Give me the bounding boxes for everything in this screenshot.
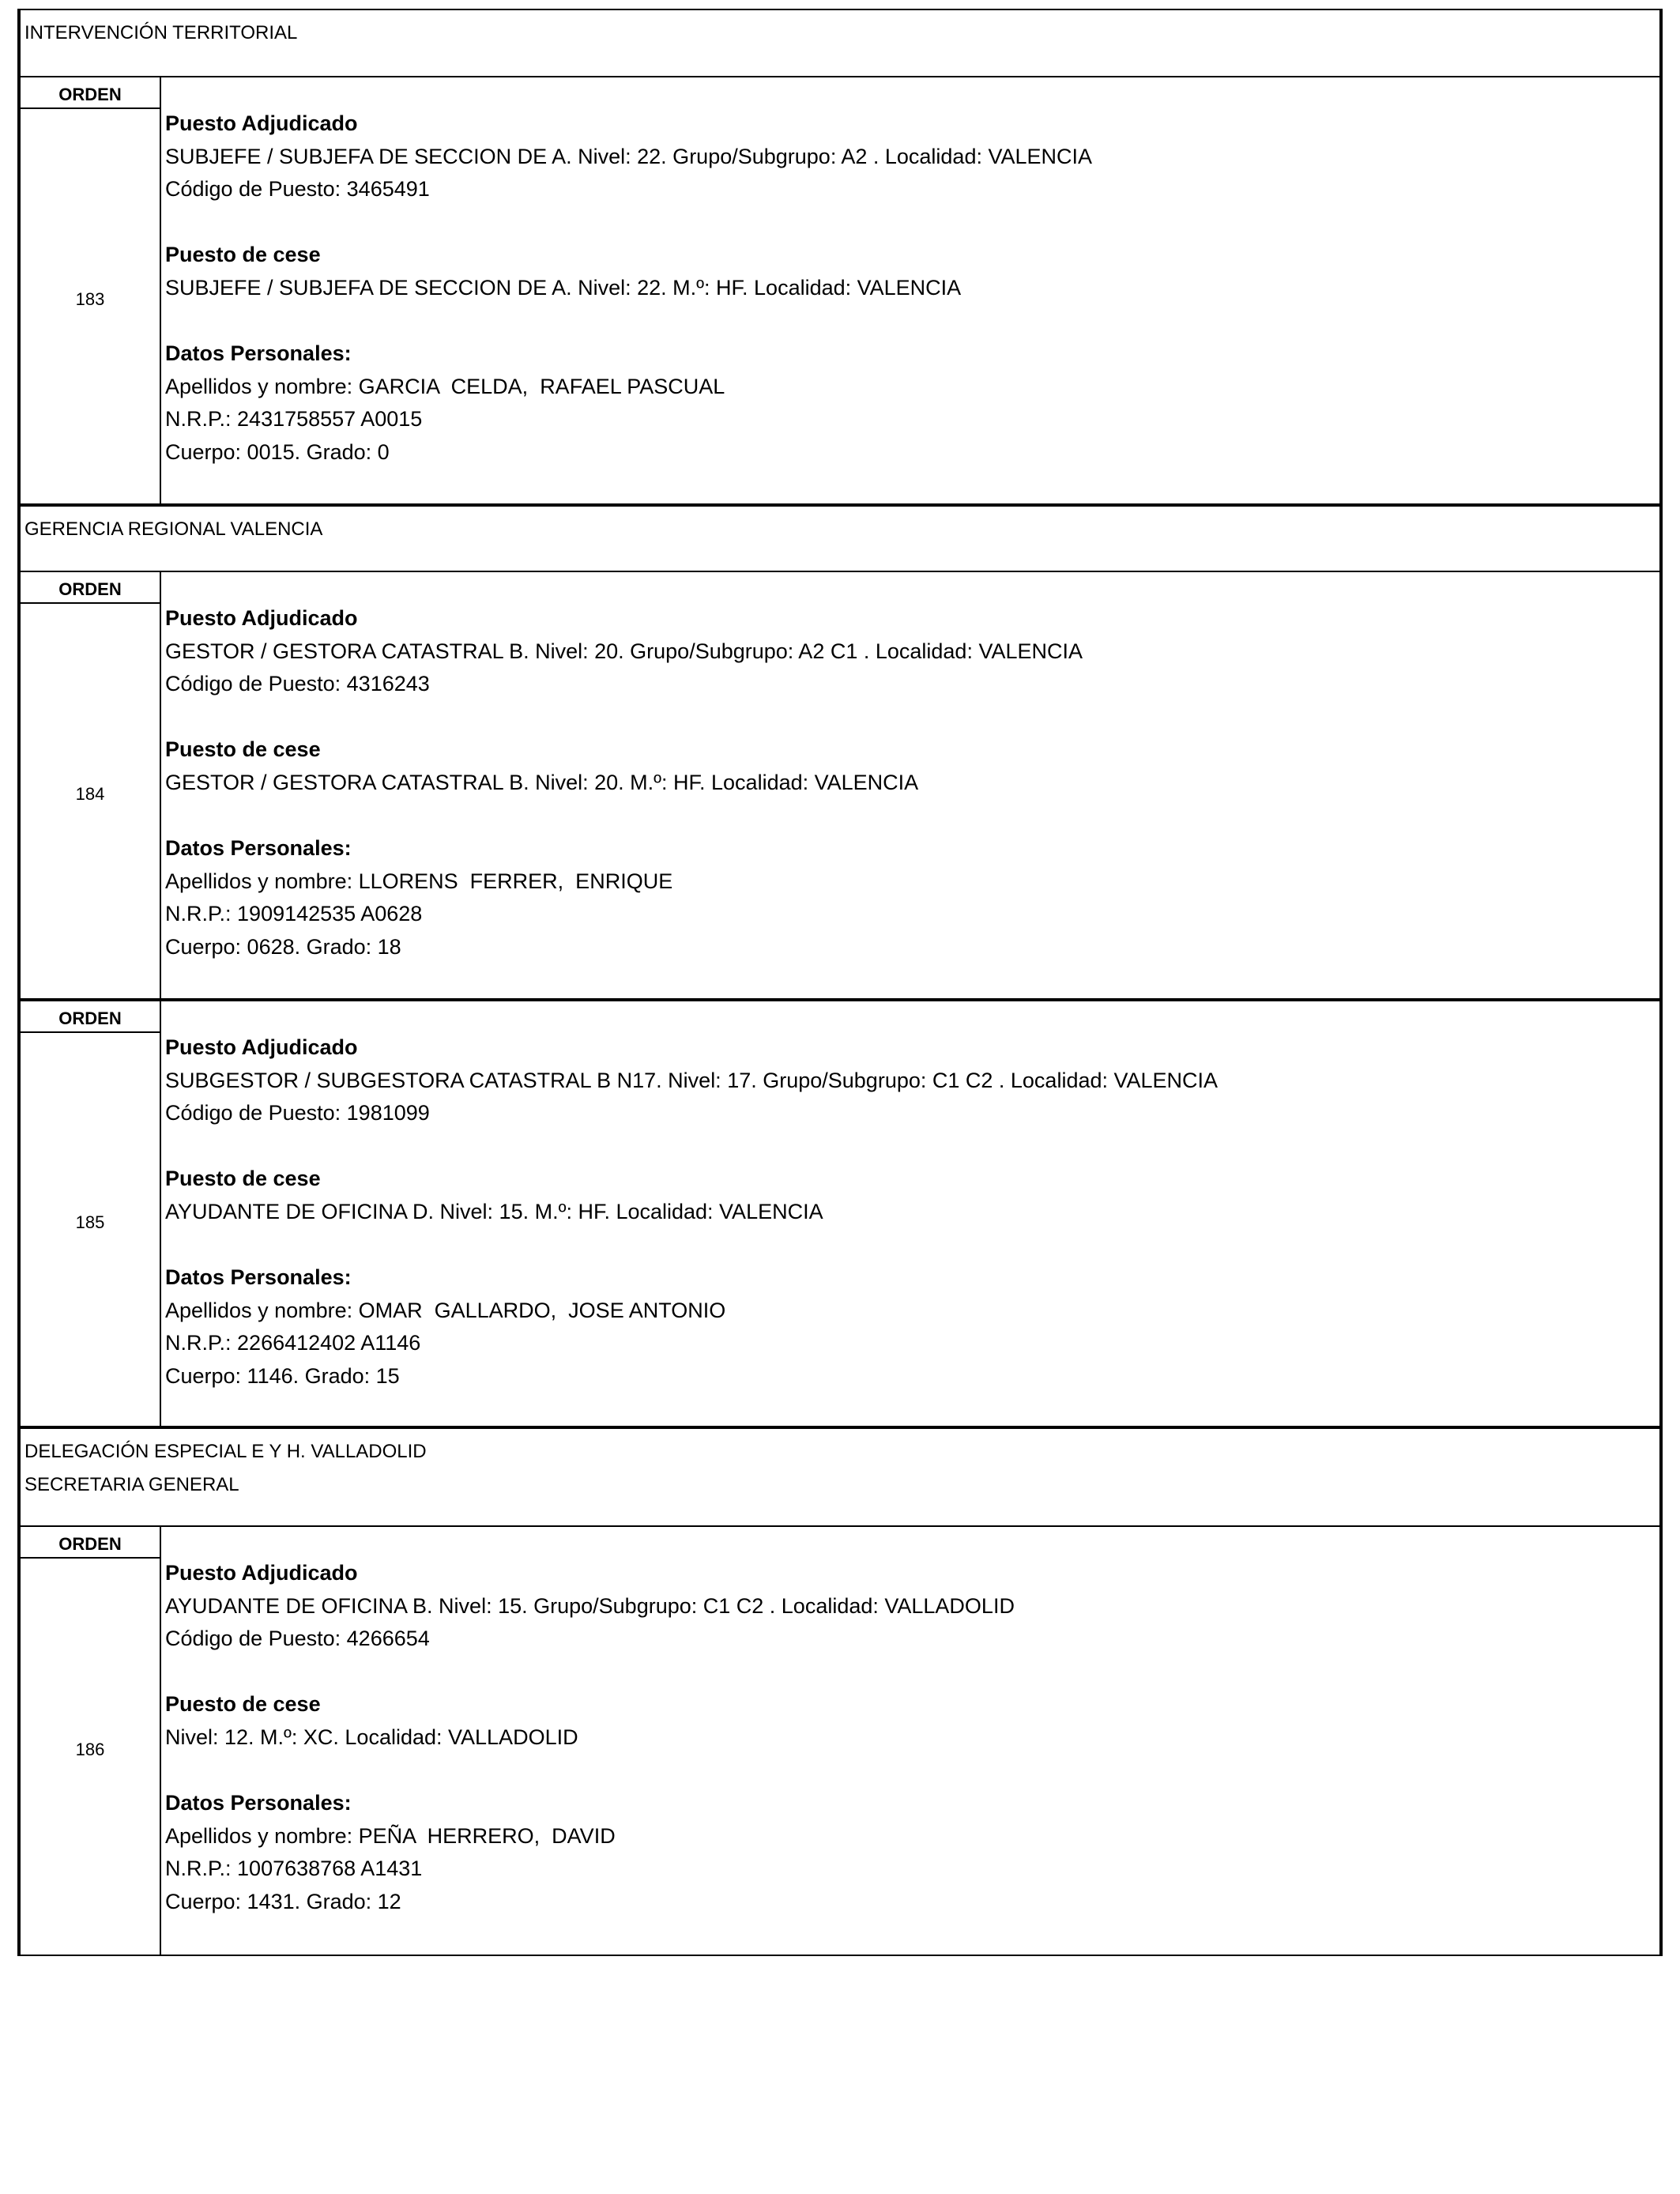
cuerpo-grado: Cuerpo: 1146. Grado: 15 [165, 1363, 400, 1388]
cese-title: Puesto de cese [165, 1692, 321, 1717]
cese-description: SUBJEFE / SUBJEFA DE SECCION DE A. Nivel: 22. M.º: HF. Localidad: VALENCIA [165, 275, 962, 300]
datos-title: Datos Personales: [165, 1791, 352, 1815]
apellidos-nombre: Apellidos y nombre: GARCIA CELDA, RAFAEL PASCUAL [165, 374, 725, 398]
section-subtitle: SECRETARIA GENERAL [24, 1474, 239, 1495]
adjudicado-title: Puesto Adjudicado [165, 1035, 358, 1059]
adjudicado-description: GESTOR / GESTORA CATASTRAL B. Nivel: 20. Grupo/Subgrupo: A2 C1 . Localidad: VALENCIA [165, 639, 1083, 663]
cuerpo-grado: Cuerpo: 0015. Grado: 0 [165, 439, 390, 464]
orden-label: ORDEN [21, 1527, 160, 1559]
nrp: N.R.P.: 2431758557 A0015 [165, 407, 423, 432]
orden-column [21, 1001, 161, 1426]
cese-description: GESTOR / GESTORA CATASTRAL B. Nivel: 20. M.º: HF. Localidad: VALENCIA [165, 770, 919, 794]
cese-description: Nivel: 12. M.º: XC. Localidad: VALLADOLID [165, 1725, 578, 1749]
datos-title: Datos Personales: [165, 1265, 352, 1290]
adjudicado-title: Puesto Adjudicado [165, 1561, 358, 1585]
cuerpo-grado: Cuerpo: 0628. Grado: 18 [165, 934, 401, 959]
cese-title: Puesto de cese [165, 737, 321, 762]
adjudicado-title: Puesto Adjudicado [165, 111, 358, 135]
orden-column [21, 1527, 161, 1955]
orden-number: 184 [75, 783, 105, 804]
cese-title: Puesto de cese [165, 1167, 321, 1191]
adjudicado-description: SUBGESTOR / SUBGESTORA CATASTRAL B N17. Nivel: 17. Grupo/Subgrupo: C1 C2 . Localidad: VALENCIA [165, 1068, 1219, 1092]
entry-details [161, 572, 1659, 998]
section-title: DELEGACIÓN ESPECIAL E Y H. VALLADOLID [24, 1441, 427, 1462]
entry-row [21, 77, 1659, 505]
entry-details [161, 77, 1659, 503]
entry-details [161, 1527, 1659, 1955]
section-header [21, 10, 1659, 77]
section-header [21, 1427, 1659, 1527]
nrp: N.R.P.: 2266412402 A1146 [165, 1331, 421, 1355]
entry-row [21, 1000, 1659, 1427]
section-header [21, 505, 1659, 572]
nrp: N.R.P.: 1007638768 A1431 [165, 1857, 423, 1881]
orden-label: ORDEN [21, 77, 160, 109]
entry-row [21, 572, 1659, 1000]
apellidos-nombre: Apellidos y nombre: PEÑA HERRERO, DAVID [165, 1823, 616, 1848]
adjudicado-description: SUBJEFE / SUBJEFA DE SECCION DE A. Nivel: 22. Grupo/Subgrupo: A2 . Localidad: VALENCIA [165, 144, 1093, 168]
nrp: N.R.P.: 1909142535 A0628 [165, 902, 423, 926]
entry-details [161, 1001, 1659, 1426]
orden-column [21, 572, 161, 998]
codigo-puesto: Código de Puesto: 1981099 [165, 1101, 430, 1125]
codigo-puesto: Código de Puesto: 3465491 [165, 177, 430, 202]
adjudicado-title: Puesto Adjudicado [165, 606, 358, 630]
datos-title: Datos Personales: [165, 836, 352, 861]
codigo-puesto: Código de Puesto: 4316243 [165, 672, 430, 696]
cese-description: AYUDANTE DE OFICINA D. Nivel: 15. M.º: HF. Localidad: VALENCIA [165, 1199, 823, 1223]
datos-title: Datos Personales: [165, 341, 352, 366]
orden-number: 185 [75, 1212, 105, 1232]
orden-label: ORDEN [21, 1001, 160, 1033]
orden-label: ORDEN [21, 572, 160, 604]
orden-number: 186 [75, 1739, 105, 1759]
section-title: GERENCIA REGIONAL VALENCIA [24, 518, 323, 540]
apellidos-nombre: Apellidos y nombre: OMAR GALLARDO, JOSE ANTONIO [165, 1298, 726, 1322]
document-table [17, 9, 1663, 1956]
orden-number: 183 [75, 288, 105, 309]
entry-row [21, 1527, 1659, 1955]
cuerpo-grado: Cuerpo: 1431. Grado: 12 [165, 1889, 401, 1913]
cese-title: Puesto de cese [165, 243, 321, 267]
adjudicado-description: AYUDANTE DE OFICINA B. Nivel: 15. Grupo/Subgrupo: C1 C2 . Localidad: VALLADOLID [165, 1593, 1015, 1618]
apellidos-nombre: Apellidos y nombre: LLORENS FERRER, ENRIQUE [165, 869, 673, 893]
section-title: INTERVENCIÓN TERRITORIAL [24, 22, 298, 43]
codigo-puesto: Código de Puesto: 4266654 [165, 1627, 430, 1651]
orden-column [21, 77, 161, 503]
